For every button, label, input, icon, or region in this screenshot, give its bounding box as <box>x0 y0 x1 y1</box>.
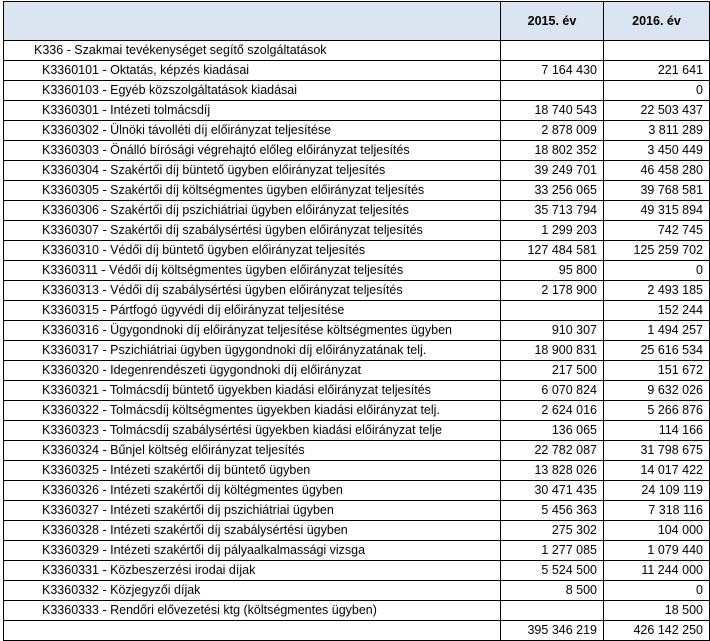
table-row <box>4 121 710 141</box>
table-row <box>4 421 710 441</box>
row-label[interactable]: K3360331 - Közbeszerzési irodai díjak <box>4 561 501 581</box>
row-label[interactable]: K3360327 - Intézeti szakértői díj pszichiátriai ügyben <box>4 501 501 521</box>
row-2016-value[interactable]: 14 017 422 <box>604 461 710 481</box>
row-2015-value[interactable]: 2 624 016 <box>501 401 604 421</box>
row-2016-value[interactable]: 24 109 119 <box>604 481 710 501</box>
table-row <box>4 321 710 341</box>
row-2015-value[interactable] <box>501 301 604 321</box>
row-2016-value[interactable]: 114 166 <box>604 421 710 441</box>
row-2015-value[interactable]: 1 299 203 <box>501 221 604 241</box>
table-row <box>4 561 710 581</box>
row-2015-value[interactable]: 30 471 435 <box>501 481 604 501</box>
row-2016-value[interactable]: 31 798 675 <box>604 441 710 461</box>
row-label[interactable]: K3360316 - Ügygondnoki díj előirányzat teljesítése költségmentes ügyben <box>4 321 501 341</box>
row-label[interactable]: K3360315 - Pártfogó ügyvédi díj előirányzat teljesítése <box>4 301 501 321</box>
table-row <box>4 261 710 281</box>
row-2015-value[interactable]: 39 249 701 <box>501 161 604 181</box>
row-label[interactable]: K3360305 - Szakértői díj költségmentes ügyben előirányzat teljesítés <box>4 181 501 201</box>
row-label[interactable]: K3360103 - Egyéb közszolgáltatások kiadásai <box>4 81 501 101</box>
total-label[interactable] <box>4 621 501 641</box>
row-label[interactable]: K3360333 - Rendőri elővezetési ktg (költségmentes ügyben) <box>4 601 501 621</box>
table-row <box>4 101 710 121</box>
table-row <box>4 401 710 421</box>
row-2015-value[interactable]: 33 256 065 <box>501 181 604 201</box>
section-2015[interactable] <box>501 41 604 61</box>
row-label[interactable]: K3360306 - Szakértői díj pszichiátriai ügyben előirányzat teljesítés <box>4 201 501 221</box>
row-label[interactable]: K3360307 - Szakértői díj szabálysértési ügyben előirányzat teljesítés <box>4 221 501 241</box>
total-row <box>4 621 710 641</box>
row-label[interactable]: K3360325 - Intézeti szakértői díj büntető ügyben <box>4 461 501 481</box>
table-row <box>4 161 710 181</box>
row-2015-value[interactable]: 127 484 581 <box>501 241 604 261</box>
row-2016-value[interactable]: 151 672 <box>604 361 710 381</box>
row-2016-value[interactable]: 9 632 026 <box>604 381 710 401</box>
row-2015-value[interactable]: 275 302 <box>501 521 604 541</box>
table-row <box>4 241 710 261</box>
row-label[interactable]: K3360310 - Védői díj büntető ügyben előirányzat teljesítés <box>4 241 501 261</box>
table-row <box>4 81 710 101</box>
row-2016-value[interactable]: 25 616 534 <box>604 341 710 361</box>
header-blank-cell[interactable] <box>4 2 501 41</box>
row-2016-value[interactable]: 46 458 280 <box>604 161 710 181</box>
table-row <box>4 381 710 401</box>
row-2015-value[interactable] <box>501 81 604 101</box>
row-2016-value[interactable]: 1 079 440 <box>604 541 710 561</box>
row-2015-value[interactable]: 136 065 <box>501 421 604 441</box>
row-label[interactable]: K3360322 - Tolmácsdíj költségmentes ügyekben kiadási előirányzat telj. <box>4 401 501 421</box>
table-row <box>4 521 710 541</box>
table-row <box>4 221 710 241</box>
row-2016-value[interactable]: 0 <box>604 81 710 101</box>
row-2015-value[interactable]: 95 800 <box>501 261 604 281</box>
row-2016-value[interactable]: 221 641 <box>604 61 710 81</box>
row-2016-value[interactable]: 49 315 894 <box>604 201 710 221</box>
table-row <box>4 281 710 301</box>
table-row <box>4 481 710 501</box>
row-2015-value[interactable] <box>501 601 604 621</box>
table-row <box>4 501 710 521</box>
row-2015-value[interactable]: 13 828 026 <box>501 461 604 481</box>
budget-table <box>3 1 710 641</box>
row-label[interactable]: K3360320 - Idegenrendészeti ügygondnoki díj előirányzat <box>4 361 501 381</box>
row-2015-value[interactable]: 2 178 900 <box>501 281 604 301</box>
row-2016-value[interactable]: 1 494 257 <box>604 321 710 341</box>
header-2016[interactable]: 2016. év <box>604 2 710 41</box>
header-2015[interactable]: 2015. év <box>501 2 604 41</box>
row-2015-value[interactable]: 6 070 824 <box>501 381 604 401</box>
row-2016-value[interactable]: 11 244 000 <box>604 561 710 581</box>
row-label[interactable]: K3360101 - Oktatás, képzés kiadásai <box>4 61 501 81</box>
table-row <box>4 201 710 221</box>
section-2016[interactable] <box>604 41 710 61</box>
table-row <box>4 361 710 381</box>
row-2016-value[interactable]: 7 318 116 <box>604 501 710 521</box>
row-2016-value[interactable]: 152 244 <box>604 301 710 321</box>
row-label[interactable]: K3360324 - Bűnjel költség előirányzat teljesítés <box>4 441 501 461</box>
section-label[interactable]: K336 - Szakmai tevékenységet segítő szolgáltatások <box>4 41 501 61</box>
row-2016-value[interactable]: 22 503 437 <box>604 101 710 121</box>
row-label[interactable]: K3360304 - Szakértői díj büntető ügyben előirányzat teljesítés <box>4 161 501 181</box>
row-2016-value[interactable]: 0 <box>604 261 710 281</box>
row-2015-value[interactable]: 217 500 <box>501 361 604 381</box>
row-2016-value[interactable]: 5 266 876 <box>604 401 710 421</box>
row-label[interactable]: K3360302 - Ülnöki távolléti díj előirányzat teljesítése <box>4 121 501 141</box>
row-2015-value[interactable]: 5 456 363 <box>501 501 604 521</box>
row-2016-value[interactable]: 39 768 581 <box>604 181 710 201</box>
table-row <box>4 61 710 81</box>
row-label[interactable]: K3360303 - Önálló bírósági végrehajtó előleg előirányzat teljesítés <box>4 141 501 161</box>
table-row <box>4 581 710 601</box>
table-row <box>4 141 710 161</box>
row-2016-value[interactable]: 742 745 <box>604 221 710 241</box>
header-row <box>4 2 710 41</box>
row-label[interactable]: K3360313 - Védői díj szabálysértési ügyben előirányzat teljesítés <box>4 281 501 301</box>
row-2015-value[interactable]: 18 802 352 <box>501 141 604 161</box>
row-2016-value[interactable]: 104 000 <box>604 521 710 541</box>
row-2015-value[interactable]: 1 277 085 <box>501 541 604 561</box>
row-2015-value[interactable]: 5 524 500 <box>501 561 604 581</box>
table-row <box>4 301 710 321</box>
row-2015-value[interactable]: 2 878 009 <box>501 121 604 141</box>
row-2015-value[interactable]: 35 713 794 <box>501 201 604 221</box>
row-label[interactable]: K3360317 - Pszichiátriai ügyben ügygondnoki díj előirányzatának telj. <box>4 341 501 361</box>
table-row <box>4 601 710 621</box>
row-label[interactable]: K3360328 - Intézeti szakértői díj szabálysértési ügyben <box>4 521 501 541</box>
row-2015-value[interactable]: 22 782 087 <box>501 441 604 461</box>
table-row <box>4 441 710 461</box>
row-label[interactable]: K3360321 - Tolmácsdíj büntető ügyekben kiadási előirányzat teljesítés <box>4 381 501 401</box>
row-2016-value[interactable]: 0 <box>604 581 710 601</box>
row-label[interactable]: K3360326 - Intézeti szakértői díj költégmentes ügyben <box>4 481 501 501</box>
table-row <box>4 541 710 561</box>
row-2015-value[interactable]: 18 900 831 <box>501 341 604 361</box>
row-2015-value[interactable]: 7 164 430 <box>501 61 604 81</box>
section-row <box>4 41 710 61</box>
table-row <box>4 341 710 361</box>
table-body <box>4 2 710 641</box>
row-label[interactable]: K3360323 - Tolmácsdíj szabálysértési ügyekben kiadási előirányzat telje <box>4 421 501 441</box>
total-2015[interactable]: 395 346 219 <box>501 621 604 641</box>
row-label[interactable]: K3360332 - Közjegyzői díjak <box>4 581 501 601</box>
row-2016-value[interactable]: 3 450 449 <box>604 141 710 161</box>
total-2016[interactable]: 426 142 250 <box>604 621 710 641</box>
row-label[interactable]: K3360311 - Védői díj költségmentes ügyben előirányzat teljesítés <box>4 261 501 281</box>
row-label[interactable]: K3360329 - Intézeti szakértői díj pályaalkalmassági vizsga <box>4 541 501 561</box>
row-2016-value[interactable]: 18 500 <box>604 601 710 621</box>
row-2016-value[interactable]: 125 259 702 <box>604 241 710 261</box>
row-2015-value[interactable]: 910 307 <box>501 321 604 341</box>
row-2016-value[interactable]: 3 811 289 <box>604 121 710 141</box>
table-row <box>4 461 710 481</box>
row-label[interactable]: K3360301 - Intézeti tolmácsdíj <box>4 101 501 121</box>
table-row <box>4 181 710 201</box>
row-2016-value[interactable]: 2 493 185 <box>604 281 710 301</box>
row-2015-value[interactable]: 18 740 543 <box>501 101 604 121</box>
row-2015-value[interactable]: 8 500 <box>501 581 604 601</box>
